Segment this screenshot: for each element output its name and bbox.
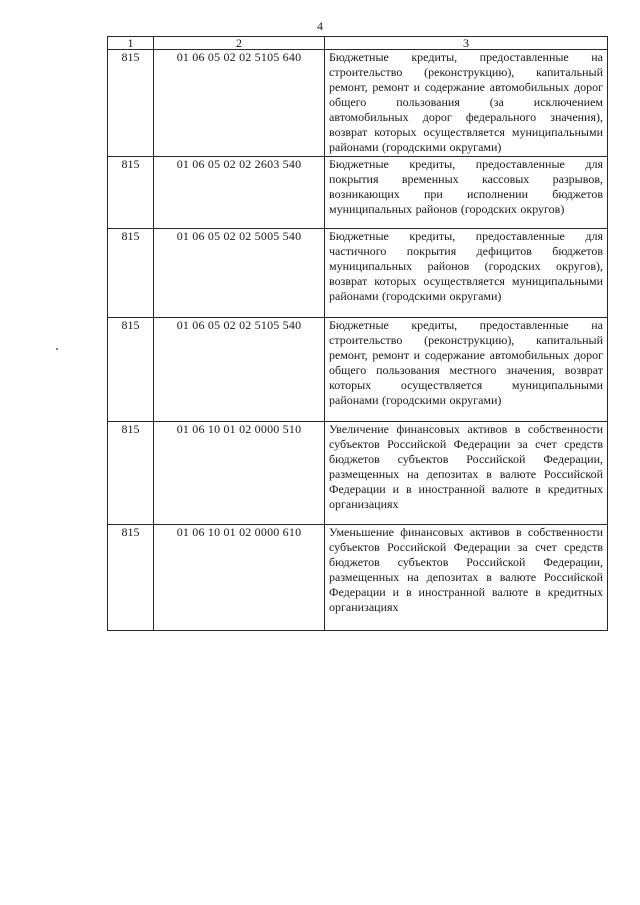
description-cell: Бюджетные кредиты, предоставленные для покрытия временных кассовых разрывов, возникающих при исполнении бюджетов муниципальных районов (городских округов)	[325, 157, 608, 229]
classification-code-cell: 01 06 05 02 02 2603 540	[154, 157, 325, 229]
classification-code-cell: 01 06 05 02 02 5105 540	[154, 318, 325, 422]
column-header-2: 2	[154, 37, 325, 50]
table-row	[108, 422, 608, 525]
table-row	[108, 229, 608, 318]
table-row	[108, 318, 608, 422]
column-header-1: 1	[108, 37, 154, 50]
table-row	[108, 525, 608, 631]
header-row	[108, 37, 608, 50]
budget-classification-table	[107, 36, 608, 631]
admin-code-cell: 815	[108, 318, 154, 422]
scan-speck	[56, 348, 58, 350]
classification-code-cell: 01 06 10 01 02 0000 610	[154, 525, 325, 631]
classification-code-cell: 01 06 10 01 02 0000 510	[154, 422, 325, 525]
description-cell: Увеличение финансовых активов в собственности субъектов Российской Федерации за счет средств бюджетов субъектов Российской Федерации, размещенных на депозитах в валюте Российской Федерации и в иностранной валюте в кредитных организациях	[325, 422, 608, 525]
classification-code-cell: 01 06 05 02 02 5105 640	[154, 50, 325, 157]
admin-code-cell: 815	[108, 50, 154, 157]
description-cell: Уменьшение финансовых активов в собственности субъектов Российской Федерации за счет средств бюджетов субъектов Российской Федерации, размещенных на депозитах в валюте Российской Федерации и в иностранной валюте в кредитных организациях	[325, 525, 608, 631]
classification-code-cell: 01 06 05 02 02 5005 540	[154, 229, 325, 318]
description-cell: Бюджетные кредиты, предоставленные на строительство (реконструкцию), капитальный ремонт, ремонт и содержание автомобильных дорог общего пользования (за исключением автомобильных дорог федерального значения), возврат которых осуществляется муниципальными районами (городскими округами)	[325, 50, 608, 157]
column-header-3: 3	[325, 37, 608, 50]
admin-code-cell: 815	[108, 525, 154, 631]
table-row	[108, 50, 608, 157]
table-row	[108, 157, 608, 229]
description-cell: Бюджетные кредиты, предоставленные на строительство (реконструкцию), капитальный ремонт, ремонт и содержание автомобильных дорог общего пользования местного значения, возврат которых осуществляется муниципальными районами (городскими округами)	[325, 318, 608, 422]
page-number: 4	[317, 19, 323, 33]
admin-code-cell: 815	[108, 157, 154, 229]
description-cell: Бюджетные кредиты, предоставленные для частичного покрытия дефицитов бюджетов муниципальных районов (городских округов), возврат которых осуществляется муниципальными районами (городскими округами)	[325, 229, 608, 318]
admin-code-cell: 815	[108, 229, 154, 318]
admin-code-cell: 815	[108, 422, 154, 525]
